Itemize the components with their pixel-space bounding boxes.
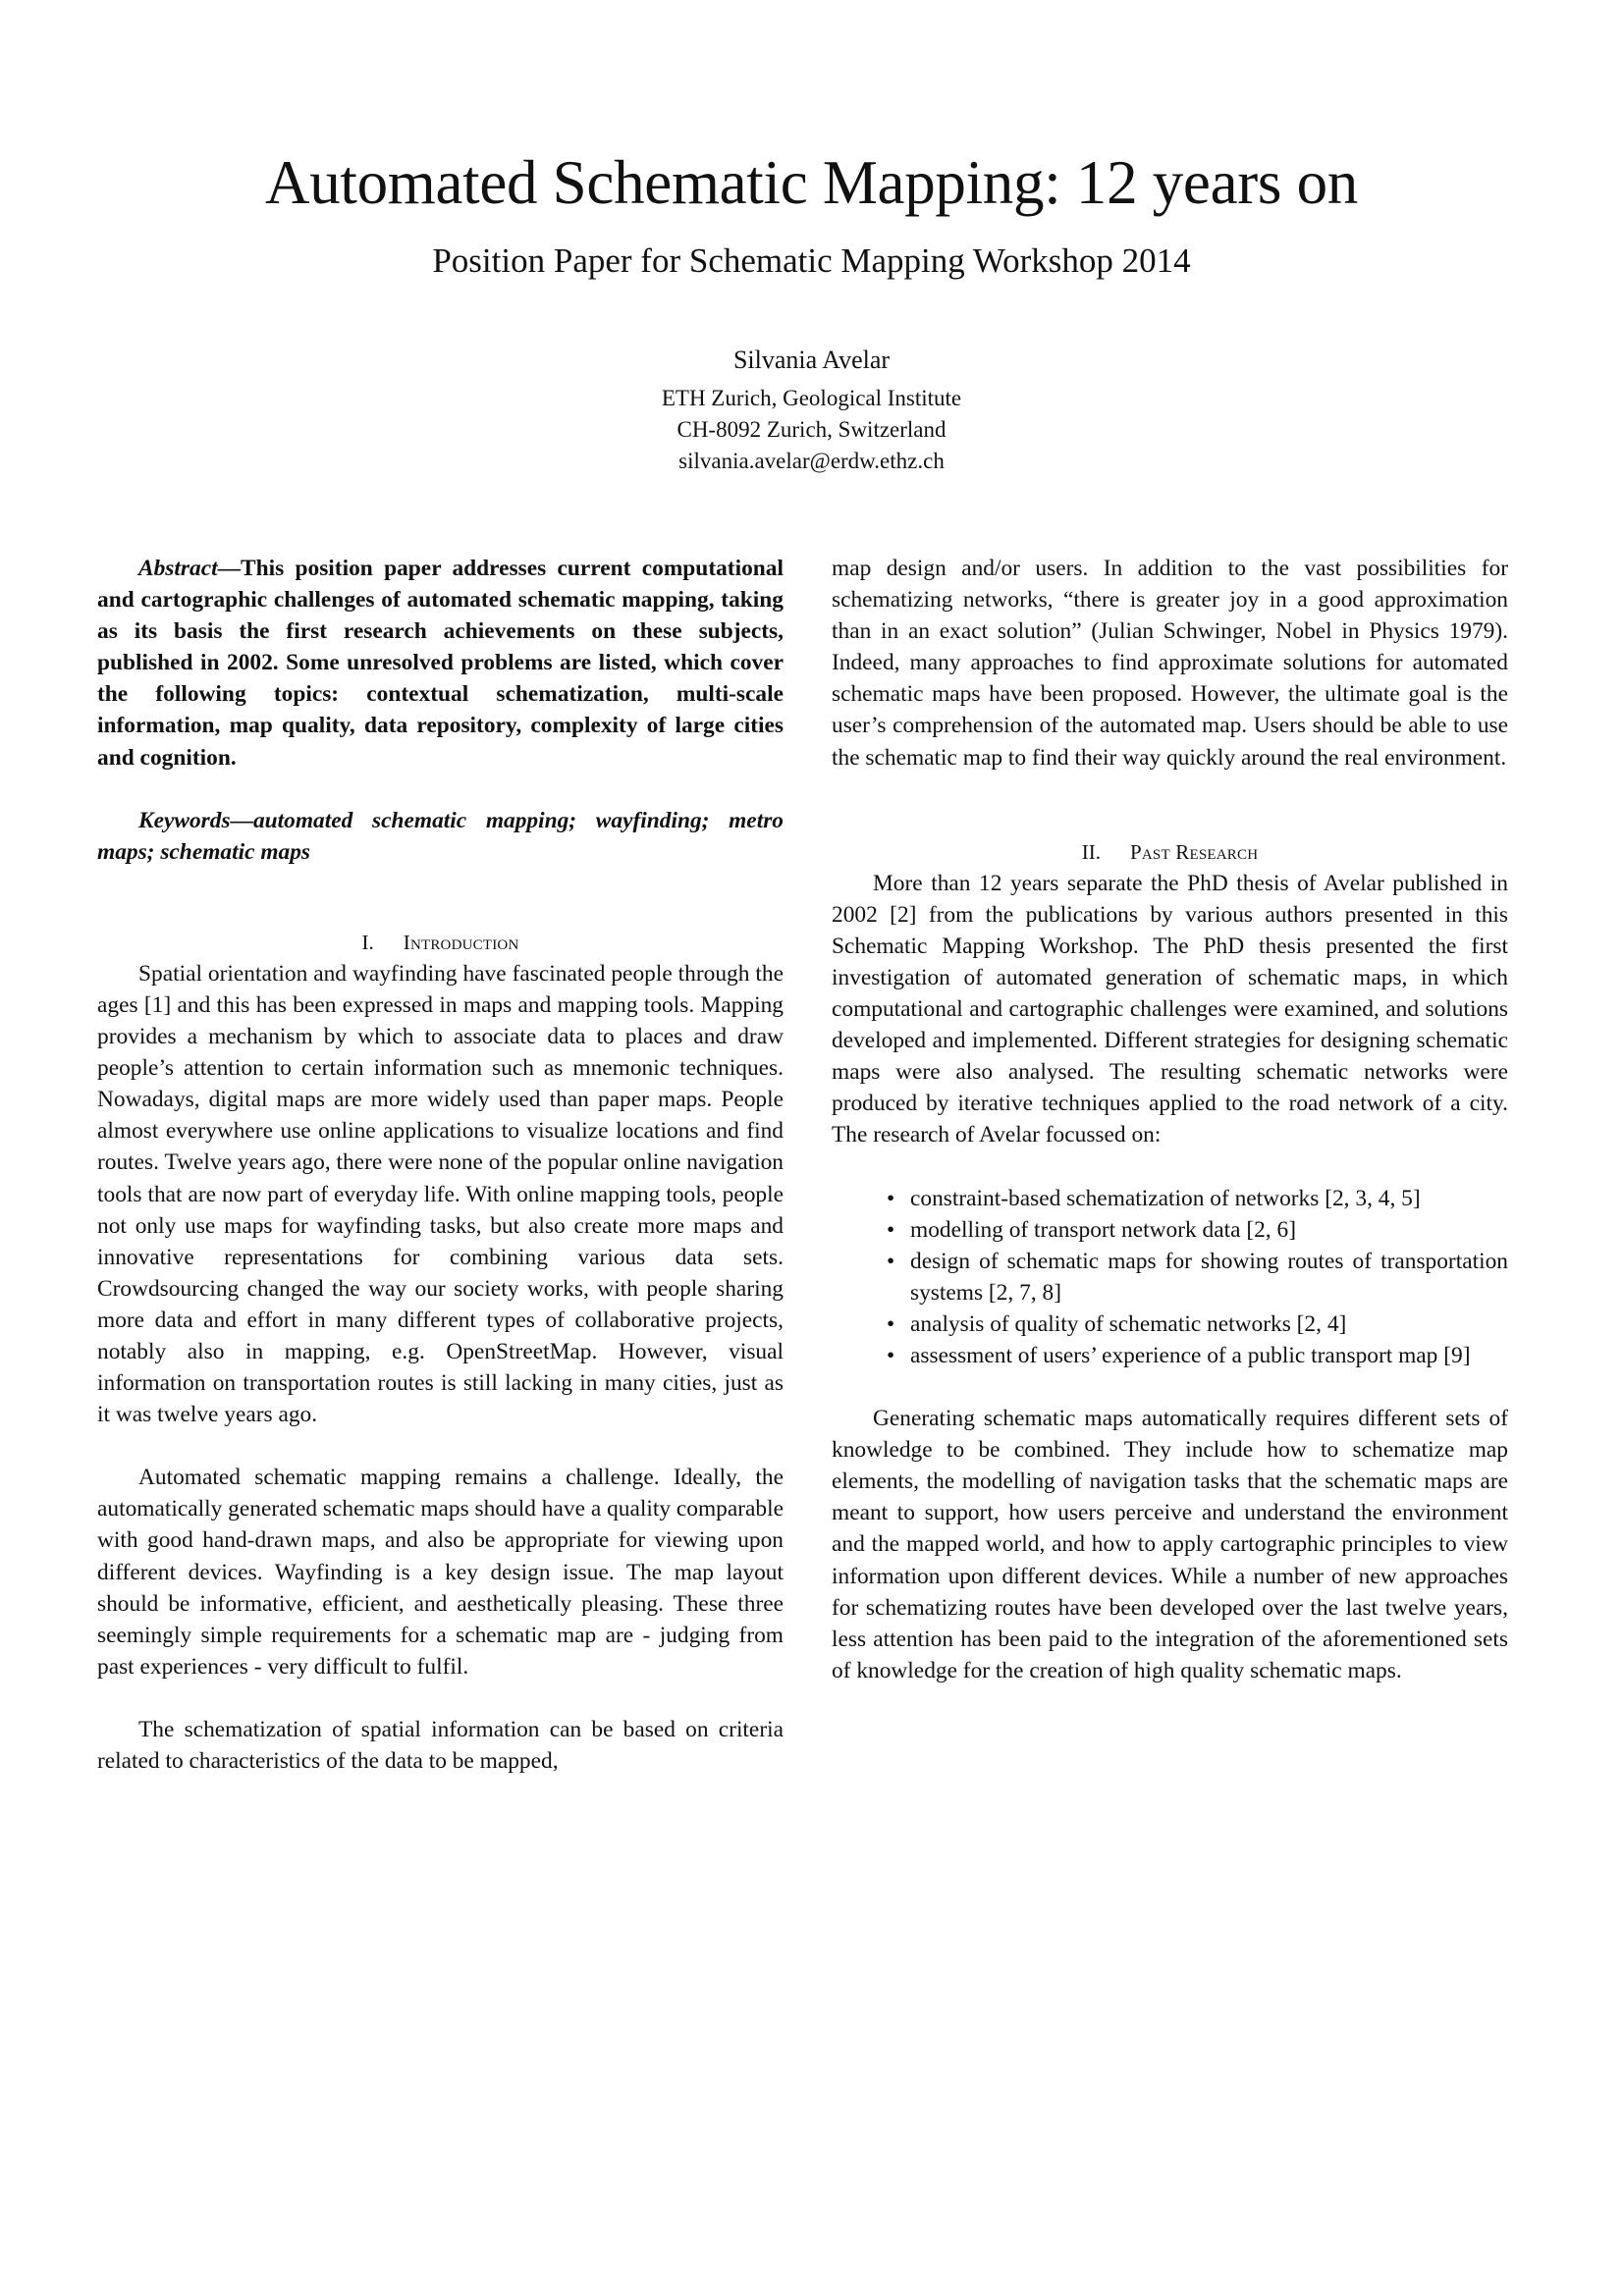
list-item-text: constraint-based schematization of networks [2, 3, 4, 5]: [910, 1185, 1421, 1211]
paper-subtitle: Position Paper for Schematic Mapping Workshop 2014: [432, 241, 1191, 280]
bullet-icon: •: [887, 1185, 895, 1211]
affiliation-address: CH-8092 Zurich, Switzerland: [676, 417, 947, 442]
keywords-dash: —: [230, 807, 253, 833]
section-heading-introduction: [97, 927, 784, 958]
bullet-icon: •: [887, 1310, 895, 1337]
list-item-text: assessment of users’ experience of a public transport map [9]: [910, 1342, 1471, 1368]
list-item: [832, 1183, 1508, 1214]
list-item-text: modelling of transport network data [2, 6]: [910, 1216, 1296, 1243]
abstract: [97, 553, 784, 774]
spacer: [97, 868, 784, 927]
abstract-dash: —: [217, 556, 241, 581]
list-item-text: design of schematic maps for showing routes of transportation systems [2, 7, 8]: [910, 1248, 1508, 1306]
paragraph-continued: map design and/or users. In addition to the vast possibilities for schematizing networks, “there is greater joy in a good approximation than in an exact solution” (Julian Schwinger, Nobel in Physics 1979). Indeed, many approaches to find approximate solutions for automated schematic maps have been proposed. However, the ultimate goal is the user’s comprehension of the automated map. Users should be able to use the schematic map to find their way quickly around the real environment.: [832, 556, 1508, 771]
left-column: [97, 553, 784, 1777]
affiliation-institute: ETH Zurich, Geological Institute: [661, 386, 962, 410]
list-item: [832, 1308, 1508, 1340]
author-name: Silvania Avelar: [732, 346, 891, 374]
right-column: [832, 553, 1508, 1686]
section-title: Introduction: [403, 930, 519, 954]
bullet-icon: •: [887, 1342, 895, 1368]
abstract-label: Abstract: [138, 556, 218, 581]
bullet-icon: •: [887, 1248, 895, 1274]
author-email: silvania.avelar@erdw.ethz.ch: [678, 449, 945, 473]
section-number: I.: [361, 930, 374, 954]
list-item: [832, 1340, 1508, 1371]
abstract-text: This position paper addresses current computational and cartographic challenges of automated schematic mapping, taking as its basis the first research achievements on these subjects, published in 2002. Some unresolved problems are listed, which cover the following topics: contextual schematization, multi-scale information, map quality, data repository, complexity of large cities and cognition.: [97, 556, 784, 771]
list-item-text: analysis of quality of schematic networks [2, 4]: [910, 1310, 1347, 1337]
spacer: [832, 1151, 1508, 1183]
spacer: [97, 1430, 784, 1462]
spacer: [97, 1682, 784, 1714]
paragraph: Spatial orientation and wayfinding have fascinated people through the ages [1] and this has been expressed in maps and mapping tools. Mapping provides a mechanism by which to associate data to places and draw people’s attention to certain information such as mnemonic techniques. Nowadays, digital maps are more widely used than paper maps. People almost everywhere use online applications to visualize locations and find routes. Twelve years ago, there were none of the popular online navigation tools that are now part of everyday life. With online mapping tools, people not only use maps for wayfinding tasks, but also create more maps and innovative representations for combining various data sets. Crowdsourcing changed the way our society works, with people sharing more data and effort in many different types of collaborative projects, notably also in mapping, e.g. OpenStreetMap. However, visual information on transportation routes is still lacking in many cities, just as it was twelve years ago.: [97, 960, 784, 1428]
section-number: II.: [1081, 839, 1102, 864]
paragraph: Generating schematic maps automatically requires different sets of knowledge to be combined. They include how to schematize map elements, the modelling of navigation tasks that the schematic maps are meant to support, how users perceive and understand the environment and the mapped world, and how to apply cartographic principles to view information upon different devices. While a number of new approaches for schematizing routes have been developed over the last twelve years, less attention has been paid to the integration of the aforementioned sets of knowledge for the creation of high quality schematic maps.: [832, 1406, 1508, 1683]
keywords-label: Keywords: [138, 807, 231, 833]
list-item: [832, 1246, 1508, 1308]
list-item: [832, 1214, 1508, 1246]
paper-title: Automated Schematic Mapping: 12 years on: [265, 148, 1358, 217]
research-focus-list: [832, 1183, 1508, 1372]
keywords: [97, 805, 784, 868]
spacer: [832, 774, 1508, 836]
author-affiliation: [0, 383, 1623, 477]
paragraph: The schematization of spatial information can be based on criteria related to characteristics of the data to be mapped,: [97, 1716, 784, 1774]
keywords-text: automated schematic mapping; wayfinding; metro maps; schematic maps: [97, 807, 784, 865]
section-heading-past-research: [832, 836, 1508, 868]
section-title: Past Research: [1130, 839, 1259, 864]
paragraph: Automated schematic mapping remains a challenge. Ideally, the automatically generated schematic maps should have a quality comparable with good hand-drawn maps, and also be appropriate for viewing upon different devices. Wayfinding is a key design issue. The map layout should be informative, efficient, and aesthetically pleasing. These three seemingly simple requirements for a schematic map are - judging from past experiences - very difficult to fulfil.: [97, 1465, 784, 1680]
bullet-icon: •: [887, 1216, 895, 1243]
paragraph: More than 12 years separate the PhD thesis of Avelar published in 2002 [2] from the publications by various authors presented in this Schematic Mapping Workshop. The PhD thesis presented the first investigation of automated generation of schematic maps, in which computational and cartographic challenges were examined, and solutions developed and implemented. Different strategies for designing schematic maps were also analysed. The resulting schematic networks were produced by iterative techniques applied to the road network of a city. The research of Avelar focussed on:: [832, 870, 1508, 1148]
spacer: [832, 1371, 1508, 1403]
